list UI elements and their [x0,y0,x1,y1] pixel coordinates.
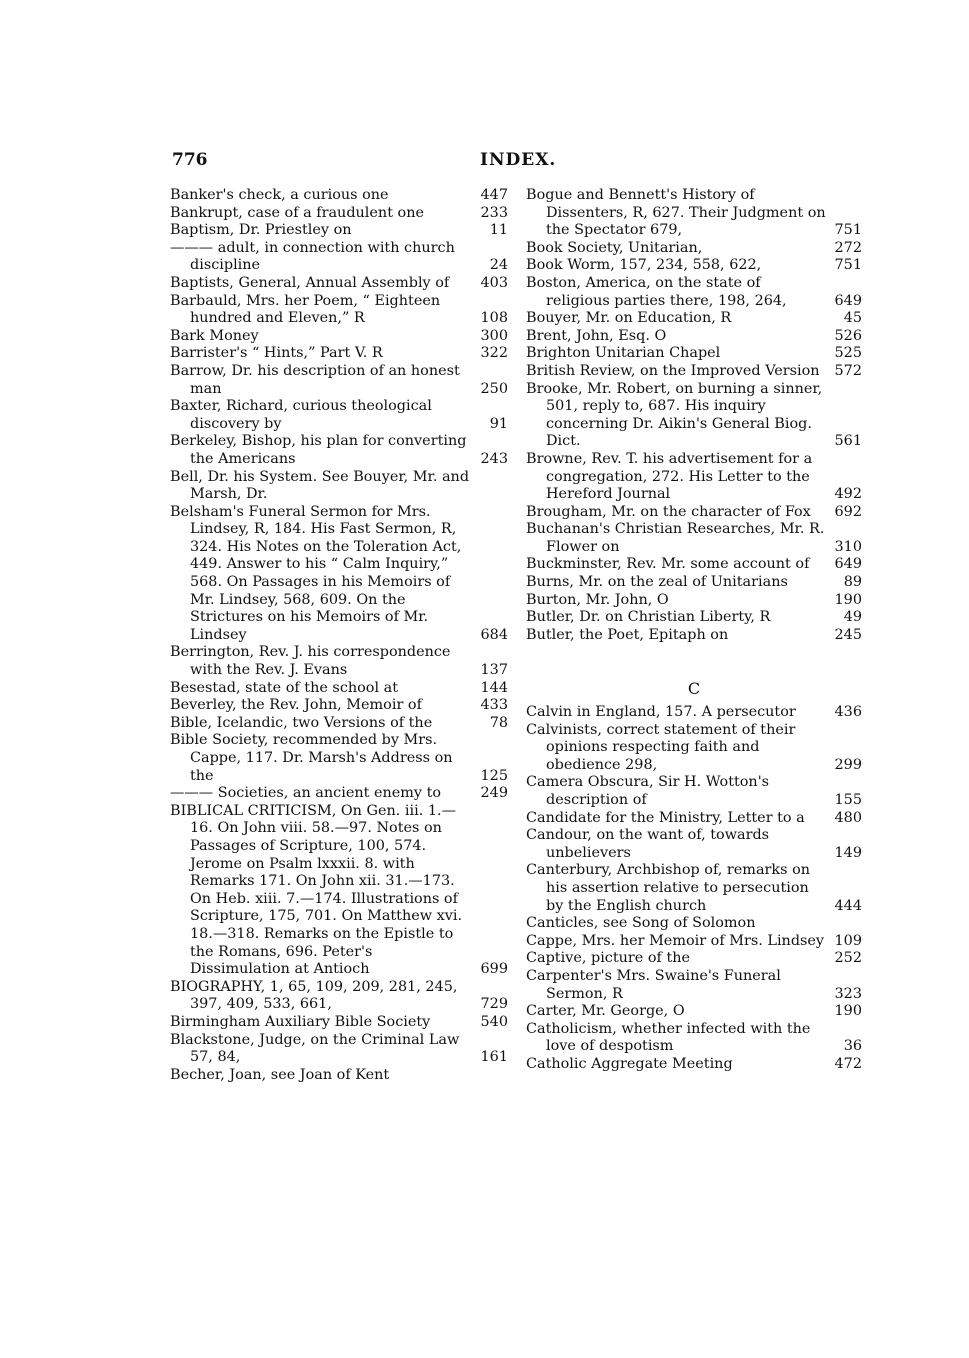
index-entry-page: 91 [489,415,508,432]
index-entry-page: 472 [834,1055,862,1072]
index-entry-page: 144 [480,679,508,696]
index-entry-text: Birmingham Auxiliary Bible Society [170,1013,431,1030]
section-letter-c: C [687,679,701,699]
index-entry-page: 480 [834,809,862,826]
index-entry [170,715,508,733]
index-entry [170,732,508,785]
index-entry [526,345,862,363]
index-entry [170,240,508,275]
index-entry-page: 403 [480,274,508,291]
index-entry-page: 233 [480,204,508,221]
index-entry-page: 310 [834,538,862,555]
index-entry-page: 692 [834,503,862,520]
index-entry-page: 190 [834,1003,862,1020]
index-entry [526,704,862,722]
index-entry-text: Boston, America, on the state of religious parties there, 198, 264, [526,274,787,309]
index-entry [526,556,862,574]
index-entry-text: Barrister's “ Hints,” Part V. R [170,345,383,362]
index-entry [526,257,862,275]
index-entry-text: Bankrupt, case of a fraudulent one [170,204,424,221]
index-entry [170,803,508,979]
index-entry-text: Buckminster, Rev. Mr. some account of [526,556,810,573]
index-entry-page: 540 [480,1013,508,1030]
index-entry-page: 699 [480,961,508,978]
index-entry-text: Baptism, Dr. Priestley on [170,222,352,239]
index-entry-page: 729 [480,996,508,1013]
index-entry [526,1056,862,1074]
index-entry [170,469,508,504]
index-column-left [170,187,508,1084]
index-entry [170,1014,508,1032]
index-entry-page: 684 [480,626,508,643]
index-entry-page: 751 [834,222,862,239]
index-entry-text: British Review, on the Improved Version [526,362,820,379]
index-entry [526,504,862,522]
index-entry-page: 561 [834,433,862,450]
index-entry-text: Carpenter's Mrs. Swaine's Funeral Sermon, R [526,967,781,1002]
index-entry-page: 526 [834,327,862,344]
index-entry [526,950,862,968]
index-entry-text: Baxter, Richard, curious theological discovery by [170,398,432,432]
index-entry-text: Bouyer, Mr. on Education, R [526,310,732,327]
index-entry-text: Book Society, Unitarian, [526,239,703,256]
index-entry [170,785,508,803]
index-entry-text: Butler, the Poet, Epitaph on [526,626,729,643]
index-entry-page: 109 [834,932,862,949]
index-entry-page: 243 [480,450,508,467]
index-entry [526,240,862,258]
index-entry-text: Brougham, Mr. on the character of Fox [526,503,811,520]
index-entry-page: 492 [834,486,862,503]
index-entry-text: Berkeley, Bishop, his plan for converting the Americans [170,433,467,467]
index-entry [526,381,862,451]
index-entry-text: Bark Money [170,327,259,344]
index-entry-page: 272 [834,239,862,256]
index-entry-page: 24 [489,257,508,274]
index-entry-text: Carter, Mr. George, O [526,1003,685,1020]
index-entry [526,827,862,862]
index-entry-page: 155 [834,792,862,808]
index-entry [526,363,862,381]
index-entry [526,310,862,328]
index-entry-page: 300 [480,327,508,344]
index-entry-text: Baptists, General, Annual Assembly of [170,274,450,291]
index-entry-page: 11 [489,222,508,239]
index-entry-text: Book Worm, 157, 234, 558, 622, [526,257,762,274]
index-entry-text: Beverley, the Rev. John, Memoir of [170,697,422,714]
index-entry-text: Catholicism, whether infected with the love of despotism [526,1020,811,1055]
index-entry [526,1021,862,1056]
index-entry-text: Banker's check, a curious one [170,187,389,203]
page-number: 776 [172,150,208,170]
index-entry-text: Brighton Unitarian Chapel [526,345,721,362]
index-entry-text: Belsham's Funeral Sermon for Mrs. Lindsey, R, 184. His Fast Sermon, R, 324. His Notes on the Toleration Act, 449. Answer to his “ Calm Inquiry,” 568. On Passages in his Memoirs of Mr. Lindsey, 568, 609. On the Strictures on his Memoirs of Mr. Lindsey [170,503,462,643]
index-entry [170,293,508,328]
index-entry-page: 572 [834,362,862,379]
index-entry-text: Calvin in England, 157. A persecutor [526,704,796,721]
index-entry-page: 322 [480,345,508,362]
index-entry [526,968,862,1003]
index-entry-page: 447 [480,187,508,203]
index-entry [170,644,508,679]
index-entry-page: 161 [480,1049,508,1066]
index-entry-page: 525 [834,345,862,362]
index-entry-page: 649 [834,292,862,309]
index-entry-page: 433 [480,697,508,714]
index-entry-page: 89 [843,574,862,591]
index-entry-text: Burns, Mr. on the zeal of Unitarians [526,574,788,591]
index-entry-text: Becher, Joan, see Joan of Kent [170,1066,390,1083]
index-entry-page: 299 [834,756,862,773]
index-entry [526,774,862,809]
index-entry-page: 245 [834,626,862,643]
index-entry-page: 751 [834,257,862,274]
index-entry [526,722,862,775]
index-entry-text: Brooke, Mr. Robert, on burning a sinner, 501, reply to, 687. His inquiry concerning Dr. Aikin's General Biog. Dict. [526,380,823,450]
index-entry-page: 323 [834,985,862,1002]
index-entry-text: Blackstone, Judge, on the Criminal Law 57, 84, [170,1031,460,1066]
index-entry-text: Barrow, Dr. his description of an honest man [170,362,460,397]
index-entry [526,915,862,933]
index-entry-text: Bogue and Bennett's History of Dissenters, R, 627. Their Judgment on the Spectator 679, [526,187,826,239]
index-entry-page: 36 [843,1038,862,1055]
index-entry-text: Barbauld, Mrs. her Poem, “ Eighteen hundred and Eleven,” R [170,292,441,327]
index-entry [170,363,508,398]
index-entry-text: Besestad, state of the school at [170,679,399,696]
index-entry [526,627,862,645]
index-entry-page: 49 [843,609,862,626]
index-entry-page: 252 [834,950,862,967]
index-entry-text: Canticles, see Song of Solomon [526,915,756,932]
index-entry-text: ——— adult, in connection with church discipline [170,239,455,274]
index-entry [526,521,862,556]
index-entry-page: 45 [843,310,862,327]
index-entry [526,862,862,915]
index-entry-page: 250 [480,380,508,397]
index-entry [526,328,862,346]
index-entry-text: Buchanan's Christian Researches, Mr. R. Flower on [526,521,825,555]
index-entry [526,592,862,610]
index-entry-page: 149 [834,844,862,861]
index-column-right [526,187,862,1074]
index-entry-text: Candour, on the want of, towards unbelievers [526,827,770,861]
index-entry [170,433,508,468]
index-entry-page: 137 [480,662,508,679]
index-entry [170,275,508,293]
index-entry-page: 436 [834,704,862,721]
index-entry-text: Browne, Rev. T. his advertisement for a congregation, 272. His Letter to the Hereford Journal [526,450,813,503]
index-entry-text: Camera Obscura, Sir H. Wotton's description of [526,774,770,808]
index-entry [526,933,862,951]
index-entry [170,398,508,433]
index-entry-page: 444 [834,897,862,914]
index-entry-text: BIBLICAL CRITICISM, On Gen. iii. 1.—16. On John viii. 58.—97. Notes on Passages of Scripture, 100, 574. Jerome on Psalm lxxxii. 8. with Remarks 171. On John xii. 31.—173. On Heb. xiii. 7.—174. Illustrations of Scripture, 175, 701. On Matthew xvi. 18.—318. Remarks on the Epistle to the Romans, 696. Peter's Dissimulation at Antioch [170,802,463,978]
index-entry [170,328,508,346]
index-entry-text: Brent, John, Esq. O [526,327,667,344]
index-entry-text: Bell, Dr. his System. See Bouyer, Mr. and Marsh, Dr. [170,468,470,503]
index-entry [170,222,508,240]
index-entry-text: Canterbury, Archbishop of, remarks on his assertion relative to persecution by the English church [526,862,811,914]
index-entry-text: Cappe, Mrs. her Memoir of Mrs. Lindsey [526,932,825,949]
index-entry-page: 190 [834,591,862,608]
page-header [172,150,852,174]
index-entry [170,1067,508,1085]
index-entry-text: BIOGRAPHY, 1, 65, 109, 209, 281, 245, 397, 409, 533, 661, [170,978,458,1013]
index-entry [526,810,862,828]
index-entry-page: 108 [480,310,508,327]
index-entry [170,697,508,715]
index-entry [170,187,508,205]
index-entry [170,504,508,645]
index-entry [170,345,508,363]
index-entry [526,275,862,310]
index-entry [526,1003,862,1021]
index-entry-text: Captive, picture of the [526,950,691,967]
index-entry [170,680,508,698]
index-entry-text: Candidate for the Ministry, Letter to a [526,809,805,826]
index-entry-text: Butler, Dr. on Christian Liberty, R [526,609,771,626]
index-entry-text: Bible Society, recommended by Mrs. Cappe, 117. Dr. Marsh's Address on the [170,732,453,784]
index-entry-page: 125 [480,767,508,784]
index-entry-text: Burton, Mr. John, O [526,591,669,608]
index-entry-text: Bible, Icelandic, two Versions of the [170,714,433,731]
index-entry-text: Catholic Aggregate Meeting [526,1055,733,1072]
index-entry [526,187,862,240]
index-entry [526,451,862,504]
index-entry [170,1032,508,1067]
index-entry [170,979,508,1014]
index-entry [170,205,508,223]
running-head: INDEX. [480,150,557,170]
index-entry [526,574,862,592]
index-entry-text: ——— Societies, an ancient enemy to [170,785,442,802]
index-entry [526,609,862,627]
index-entry-page: 78 [489,714,508,731]
index-entry-page: 649 [834,556,862,573]
index-entry-page: 249 [480,785,508,802]
index-entry-text: Berrington, Rev. J. his correspondence with the Rev. J. Evans [170,644,451,679]
index-entry-text: Calvinists, correct statement of their opinions respecting faith and obedience 298, [526,721,796,773]
